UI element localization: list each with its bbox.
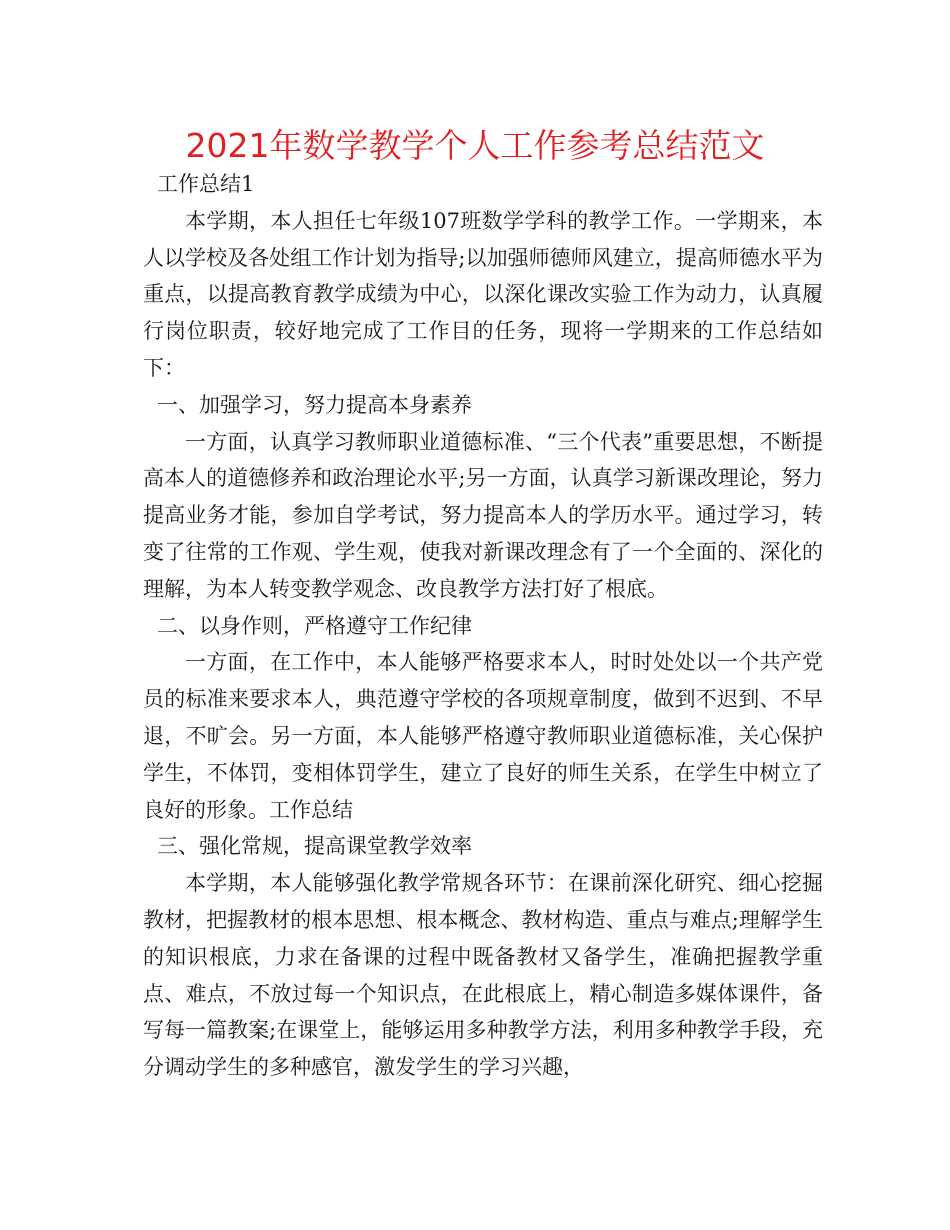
section-heading: 二、以身作则，严格遵守工作纪律 [157, 613, 472, 638]
document-body [143, 166, 823, 1086]
paragraph: 一方面，认真学习教师职业道德标准、“三个代表”重要思想，不断提高本人的道德修养和政治理论水平;另一方面，认真学习新课改理论，努力提高业务才能，参加自学考试，努力提高本人的学历水平。通过学习，转变了往常的工作观、学生观，使我对新课改理念有了一个全面的、深化的理解，为本人转变教学观念、改良教学方法打好了根底。 [143, 429, 823, 601]
section-heading: 三、强化常规，提高课堂教学效率 [157, 834, 472, 859]
paragraph: 本学期，本人能够强化教学常规各环节：在课前深化研究、细心挖掘教材，把握教材的根本思想、根本概念、教材构造、重点与难点;理解学生的知识根底，力求在备课的过程中既备教材又备学生，准确把握教学重点、难点，不放过每一个知识点，在此根底上，精心制造多媒体课件，备写每一篇教案;在课堂上，能够运用多种教学方法，利用多种教学手段，充分调动学生的多种感官，激发学生的学习兴趣， [143, 871, 823, 1080]
paragraph: 本学期，本人担任七年级107班数学学科的教学工作。一学期来，本人以学校及各处组工作计划为指导;以加强师德师风建立，提高师德水平为重点，以提高教育教学成绩为中心，以深化课改实验工作为动力，认真履行岗位职责，较好地完成了工作目的任务，现将一学期来的工作总结如下： [143, 208, 823, 380]
paragraph: 一方面，在工作中，本人能够严格要求本人，时时处处以一个共产党员的标准来要求本人，典范遵守学校的各项规章制度，做到不迟到、不早退，不旷会。另一方面，本人能够严格遵守教师职业道德标准，关心保护学生，不体罚，变相体罚学生，建立了良好的师生关系，在学生中树立了良好的形象。工作总结 [143, 650, 823, 822]
document-title: 2021年数学教学个人工作参考总结范文 [185, 126, 765, 165]
section-label: 工作总结1 [157, 172, 255, 196]
section-heading: 一、加强学习，努力提高本身素养 [157, 392, 472, 417]
